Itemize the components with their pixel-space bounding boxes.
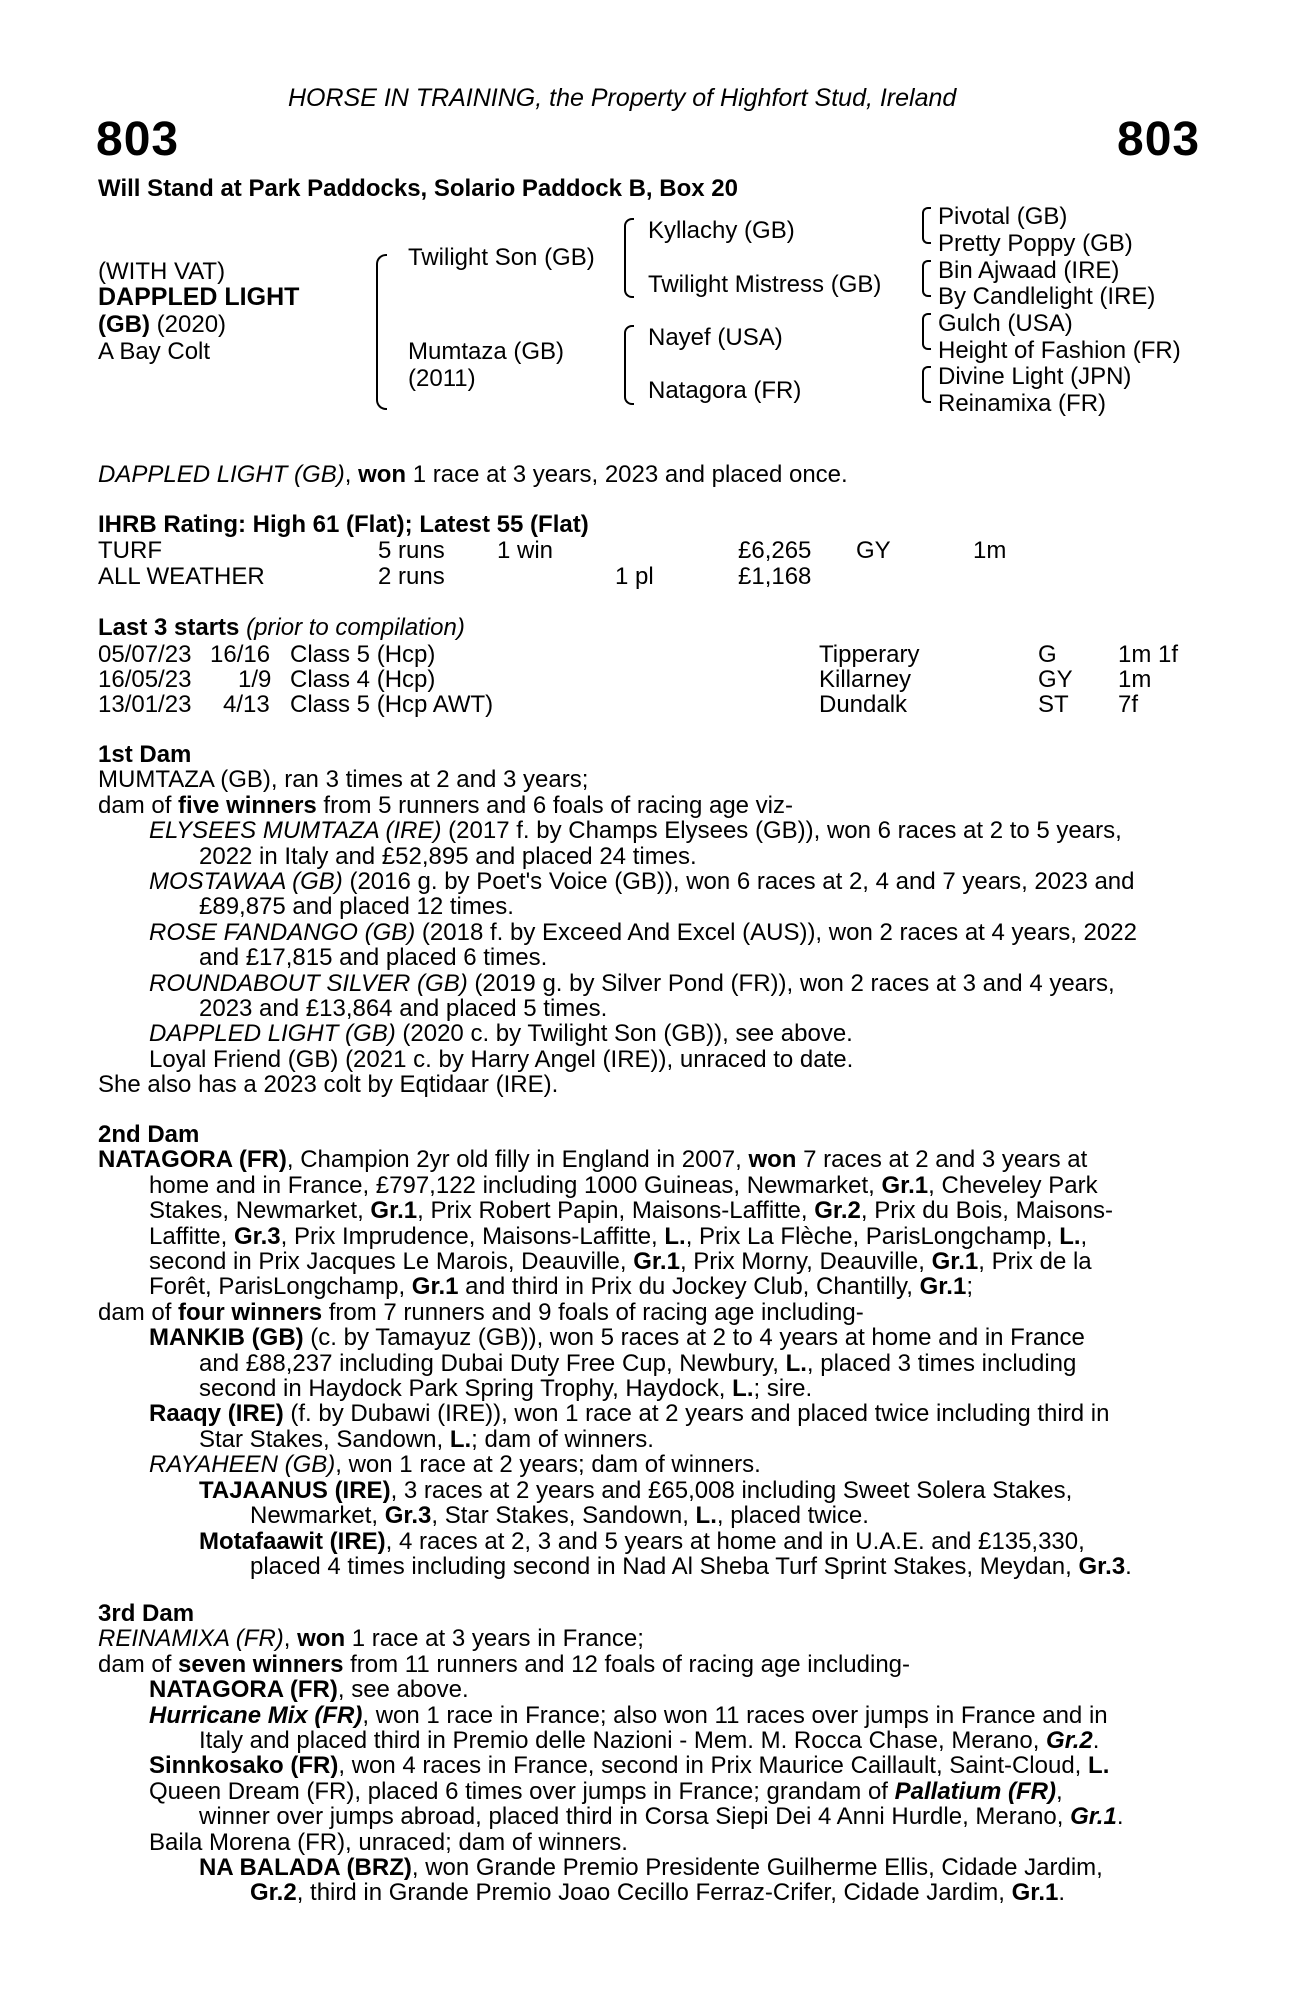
progeny-line — [98, 1325, 1132, 1350]
pedigree-brace-main — [376, 254, 387, 410]
start-going: GY — [1038, 666, 1073, 693]
progeny-line: 2023 and £13,864 and placed 5 times. — [199, 995, 608, 1023]
progeny-line — [98, 920, 1137, 945]
text-run: Gr.3 — [1078, 1552, 1126, 1580]
pedigree-brace-ds — [922, 313, 931, 350]
lot-number-left: 803 — [96, 113, 180, 166]
text-run: Star Stakes, Sandown, — [199, 1425, 450, 1453]
progeny-name: NA BALADA (BRZ) — [199, 1854, 412, 1882]
text-run: REINAMIXA (FR) — [98, 1625, 284, 1653]
second-dam-line — [98, 1224, 1132, 1249]
start-dist: 1m — [1118, 666, 1152, 693]
text-run: Gr.1 — [411, 1273, 459, 1301]
text-run: Gr.2 — [1046, 1727, 1093, 1755]
text-run: , Cheveley Park — [928, 1171, 1098, 1199]
sire: Twilight Son (GB) — [408, 244, 595, 271]
first-dam-section — [98, 742, 1137, 1098]
text-run: Gr.2 — [250, 1879, 297, 1907]
text-run: won — [748, 1146, 797, 1174]
last-starts-heading — [98, 615, 465, 640]
text-run: . — [1116, 1803, 1124, 1831]
gen3-7: Divine Light (JPN) — [938, 363, 1132, 390]
progeny-line — [98, 1427, 1132, 1452]
rating-row — [98, 537, 162, 565]
start-pos: 1/9 — [238, 666, 272, 693]
text-run: , 4 races at 2, 3 and 5 years at home and in U.A.E. and £135,330, — [385, 1527, 1085, 1555]
text-run: Forêt, ParisLongchamp, — [149, 1273, 412, 1301]
gen3-2: Pretty Poppy (GB) — [938, 230, 1133, 257]
horse-description: A Bay Colt — [98, 338, 211, 365]
second-dam-line — [98, 1198, 1132, 1223]
summary-won: won — [358, 461, 407, 488]
progeny-line — [98, 869, 1137, 894]
gen3-3: Bin Ajwaad (IRE) — [938, 257, 1120, 284]
text-run: , won 1 race at 2 years; dam of winners. — [335, 1451, 761, 1479]
start-race: Class 5 (Hcp) — [290, 641, 436, 668]
text-run: , see above. — [337, 1676, 469, 1704]
start-dist: 7f — [1118, 691, 1139, 718]
start-race: Class 5 (Hcp AWT) — [290, 691, 494, 718]
stand-location: Will Stand at Park Paddocks, Solario Paddock B, Box 20 — [98, 175, 738, 202]
text-run: dam of — [98, 1298, 179, 1326]
text-run: , — [1055, 1777, 1063, 1805]
text-run: won — [297, 1625, 346, 1653]
text-run: L. — [695, 1502, 717, 1530]
progeny-line — [98, 1452, 1132, 1477]
rating-runs: 5 runs — [378, 537, 445, 564]
dam-sire: Nayef (USA) — [648, 324, 783, 351]
progeny-line — [98, 1401, 1132, 1426]
start-race: Class 4 (Hcp) — [290, 666, 436, 693]
gen3-5: Gulch (USA) — [938, 310, 1073, 337]
dam-year: (2011) — [408, 365, 476, 392]
gen3-4: By Candlelight (IRE) — [938, 283, 1156, 310]
text-run: 1 race at 3 years in France; — [345, 1625, 644, 1653]
progeny-name: ELYSEES MUMTAZA (IRE) — [149, 817, 442, 845]
text-run: , Star Stakes, Sandown, — [431, 1502, 696, 1530]
summary-horse: DAPPLED LIGHT (GB) — [98, 461, 345, 488]
text-run: Gr.2 — [814, 1197, 861, 1225]
progeny-name: TAJAANUS (IRE) — [199, 1476, 391, 1504]
text-run: second in Haydock Park Spring Trophy, Haydock, — [199, 1375, 733, 1403]
text-run: seven winners — [178, 1650, 344, 1678]
progeny-line — [98, 1753, 1124, 1778]
text-run: and £88,237 including Dubai Duty Free Cup, Newbury, — [199, 1349, 786, 1377]
text-run: , 3 races at 2 years and £65,008 including Sweet Solera Stakes, — [390, 1476, 1073, 1504]
text-run: ; sire. — [753, 1375, 813, 1403]
text-run: Gr.3 — [384, 1502, 432, 1530]
rating-prize: £1,168 — [738, 563, 812, 590]
text-run: , won 4 races in France, second in Prix Maurice Caillault, Saint-Cloud, — [338, 1752, 1089, 1780]
horse-name: DAPPLED LIGHT — [98, 283, 300, 311]
horse-year: (2020) — [149, 311, 227, 338]
text-run: Gr.1 — [1070, 1803, 1117, 1831]
text-run: L. — [732, 1375, 754, 1403]
text-run: home and in France, £797,122 including 1000 Guineas, Newmarket, — [149, 1171, 882, 1199]
pedigree-brace-ss — [922, 207, 931, 244]
last-starts-note: (prior to compilation) — [239, 614, 465, 641]
progeny-line — [98, 1728, 1124, 1753]
text-run: Gr.1 — [633, 1248, 680, 1276]
first-dam-heading: 1st Dam — [98, 741, 192, 768]
text-run: , Prix de la — [978, 1248, 1092, 1276]
text-run: Stakes, Newmarket, — [149, 1197, 371, 1225]
progeny-line — [98, 971, 1137, 996]
second-dam-line — [98, 1300, 1132, 1325]
text-run: , won Grande Premio Presidente Guilherme Ellis, Cidade Jardim, — [411, 1854, 1103, 1882]
text-run: (2019 g. by Silver Pond (FR)), won 2 races at 3 and 4 years, — [467, 969, 1115, 997]
third-dam-section — [98, 1601, 1124, 1906]
pedigree-brace-sire — [624, 218, 634, 298]
text-run: . — [1125, 1552, 1132, 1580]
text-run: from 11 runners and 12 foals of racing age including- — [343, 1650, 911, 1678]
second-dam-heading: 2nd Dam — [98, 1121, 200, 1148]
gen3-8: Reinamixa (FR) — [938, 390, 1107, 417]
text-run: from 5 runners and 6 foals of racing age viz- — [316, 791, 794, 819]
progeny-line: Loyal Friend (GB) (2021 c. by Harry Angel (IRE)), unraced to date. — [149, 1045, 854, 1073]
text-run: , placed twice. — [716, 1502, 869, 1530]
grand-progeny-line — [98, 1554, 1132, 1579]
progeny-line — [98, 1351, 1132, 1376]
text-run: (c. by Tamayuz (GB)), won 5 races at 2 to 4 years at home and in France — [303, 1324, 1085, 1352]
progeny-line — [98, 1376, 1132, 1401]
gen3-1: Pivotal (GB) — [938, 203, 1068, 230]
first-dam-line — [98, 793, 1137, 818]
text-run: dam of — [98, 791, 179, 819]
vat-note: (WITH VAT) — [98, 258, 226, 285]
progeny-line: 2022 in Italy and £52,895 and placed 24 times. — [199, 842, 697, 870]
text-run: Gr.1 — [881, 1171, 929, 1199]
summary-comma: , — [344, 461, 359, 488]
sire-dam: Twilight Mistress (GB) — [648, 271, 882, 298]
start-course: Killarney — [819, 666, 912, 693]
grand-progeny-line — [98, 1880, 1124, 1905]
second-dam-line — [98, 1249, 1132, 1274]
dam: Mumtaza (GB) — [408, 338, 565, 365]
sire-sire: Kyllachy (GB) — [648, 217, 795, 244]
progeny-name: DAPPLED LIGHT (GB) — [149, 1020, 396, 1048]
text-run: L. — [664, 1222, 686, 1250]
text-run: Gr.1 — [931, 1248, 979, 1276]
progeny-name: NATAGORA (FR) — [149, 1676, 338, 1704]
text-run: ; — [966, 1273, 973, 1301]
pedigree-brace-dam — [624, 325, 634, 405]
start-course: Dundalk — [819, 691, 908, 718]
text-run: Pallatium (FR) — [894, 1777, 1056, 1805]
start-date: 05/07/23 — [98, 641, 192, 668]
horse-country: (GB) — [98, 311, 150, 338]
progeny-line — [98, 1703, 1124, 1728]
progeny-line — [98, 1779, 1124, 1804]
text-run: NATAGORA (FR) — [98, 1146, 287, 1174]
text-run: , Prix Morny, Deauville, — [679, 1248, 932, 1276]
progeny-name: MANKIB (GB) — [149, 1324, 304, 1352]
text-run: Gr.3 — [233, 1222, 281, 1250]
progeny-name: ROSE FANDANGO (GB) — [149, 918, 416, 946]
progeny-line — [98, 1677, 1124, 1702]
text-run: Laffitte, — [149, 1222, 234, 1250]
first-dam-line: MUMTAZA (GB), ran 3 times at 2 and 3 years; — [98, 766, 589, 794]
text-run: Queen Dream (FR), placed 6 times over jumps in France; grandam of — [149, 1777, 895, 1805]
second-dam-line — [98, 1173, 1132, 1198]
progeny-line: Baila Morena (FR), unraced; dam of winners. — [149, 1828, 628, 1856]
dam-dam: Natagora (FR) — [648, 377, 802, 404]
text-run: 7 races at 2 and 3 years at — [796, 1146, 1088, 1174]
text-run: Gr.1 — [919, 1273, 967, 1301]
text-run: second in Prix Jacques Le Marois, Deauville, — [149, 1248, 634, 1276]
text-run: placed 4 times including second in Nad Al Sheba Turf Sprint Stakes, Meydan, — [250, 1552, 1079, 1580]
text-run: . — [1058, 1879, 1066, 1907]
text-run: dam of — [98, 1650, 179, 1678]
second-dam-line — [98, 1274, 1132, 1299]
text-run: Newmarket, — [250, 1502, 385, 1530]
text-run: L. — [449, 1425, 472, 1453]
summary-rest: 1 race at 3 years, 2023 and placed once. — [406, 461, 848, 488]
second-dam-section — [98, 1122, 1132, 1579]
text-run: , Prix Robert Papin, Maisons-Laffitte, — [417, 1197, 815, 1225]
text-run: Italy and placed third in Premio delle Nazioni - Mem. M. Rocca Chase, Merano, — [199, 1727, 1047, 1755]
progeny-name: Raaqy (IRE) — [149, 1400, 284, 1428]
rating-wins: 1 win — [497, 537, 554, 564]
text-run: Gr.1 — [370, 1197, 418, 1225]
rating-runs: 2 runs — [378, 563, 445, 590]
rating-prize: £6,265 — [738, 537, 812, 564]
last-starts-title: Last 3 starts — [98, 614, 240, 641]
text-run: four winners — [178, 1298, 323, 1326]
race-summary — [98, 462, 848, 487]
text-run: from 7 runners and 9 foals of racing age including- — [322, 1298, 864, 1326]
grand-progeny-line — [98, 1478, 1132, 1503]
text-run: Gr.1 — [1011, 1879, 1059, 1907]
first-dam-line: She also has a 2023 colt by Eqtidaar (IRE). — [98, 1071, 559, 1099]
grand-progeny-line — [98, 1529, 1132, 1554]
gen3-6: Height of Fashion (FR) — [938, 337, 1181, 364]
rating-surface: TURF — [98, 537, 162, 564]
progeny-line — [98, 818, 1137, 843]
horse-country-year — [98, 312, 226, 337]
rating-heading: IHRB Rating: High 61 (Flat); Latest 55 (Flat) — [98, 511, 589, 538]
text-run: , Prix du Bois, Maisons- — [860, 1197, 1113, 1225]
grand-progeny-line — [98, 1503, 1132, 1528]
lot-number-right: 803 — [1117, 113, 1201, 166]
progeny-line — [98, 1804, 1124, 1829]
text-run: L. — [785, 1349, 807, 1377]
progeny-line: and £17,815 and placed 6 times. — [199, 944, 548, 972]
progeny-name: RAYAHEEN (GB) — [149, 1451, 336, 1479]
rating-going: GY — [856, 537, 891, 564]
second-dam-line — [98, 1147, 1132, 1172]
text-run: ; dam of winners. — [471, 1425, 654, 1453]
progeny-name: ROUNDABOUT SILVER (GB) — [149, 969, 468, 997]
progeny-name: Motafaawit (IRE) — [199, 1527, 386, 1555]
third-dam-heading: 3rd Dam — [98, 1600, 195, 1627]
text-run: , — [283, 1625, 298, 1653]
text-run: L. — [1059, 1222, 1081, 1250]
text-run: and third in Prix du Jockey Club, Chantilly, — [458, 1273, 920, 1301]
text-run: . — [1092, 1727, 1100, 1755]
pedigree-brace-dd — [922, 366, 931, 403]
page-header: HORSE IN TRAINING, the Property of Highfort Stud, Ireland — [288, 84, 957, 112]
start-dist: 1m 1f — [1118, 641, 1179, 668]
start-pos: 4/13 — [223, 691, 270, 718]
progeny-name: Sinnkosako (FR) — [149, 1752, 339, 1780]
text-run: , placed 3 times including — [806, 1349, 1077, 1377]
text-run: , — [1080, 1222, 1088, 1250]
start-pos: 16/16 — [210, 641, 271, 668]
progeny-line — [98, 1021, 1137, 1046]
start-going: ST — [1038, 691, 1069, 718]
text-run: five winners — [178, 791, 317, 819]
text-run: winner over jumps abroad, placed third in Corsa Siepi Dei 4 Anni Hurdle, Merano, — [199, 1803, 1071, 1831]
text-run: , Champion 2yr old filly in England in 2007, — [286, 1146, 749, 1174]
text-run: (2017 f. by Champs Elysees (GB)), won 6 races at 2 to 5 years, — [441, 817, 1122, 845]
text-run: L. — [1088, 1752, 1110, 1780]
start-course: Tipperary — [819, 641, 920, 668]
third-dam-line — [98, 1626, 1124, 1651]
progeny-name: MOSTAWAA (GB) — [149, 868, 343, 896]
progeny-line: £89,875 and placed 12 times. — [199, 893, 514, 921]
text-run: (2020 c. by Twilight Son (GB)), see above. — [395, 1020, 853, 1048]
third-dam-line — [98, 1652, 1124, 1677]
text-run: , Prix La Flèche, ParisLongchamp, — [685, 1222, 1060, 1250]
text-run: , third in Grande Premio Joao Cecillo Ferraz-Crifer, Cidade Jardim, — [296, 1879, 1012, 1907]
text-run: (2018 f. by Exceed And Excel (AUS)), won 2 races at 4 years, 2022 — [415, 918, 1137, 946]
pedigree-brace-sd — [922, 260, 931, 297]
start-date: 16/05/23 — [98, 666, 192, 693]
rating-row — [98, 563, 265, 591]
grand-progeny-line — [98, 1855, 1124, 1880]
progeny-name: Hurricane Mix (FR) — [149, 1701, 363, 1729]
text-run: , Prix Imprudence, Maisons-Laffitte, — [280, 1222, 665, 1250]
text-run: (f. by Dubawi (IRE)), won 1 race at 2 years and placed twice including third in — [283, 1400, 1110, 1428]
text-run: , won 1 race in France; also won 11 races over jumps in France and in — [362, 1701, 1108, 1729]
rating-places: 1 pl — [615, 563, 654, 590]
start-going: G — [1038, 641, 1057, 668]
text-run: (2016 g. by Poet's Voice (GB)), won 6 races at 2, 4 and 7 years, 2023 and — [342, 868, 1135, 896]
rating-dist: 1m — [973, 537, 1007, 564]
rating-surface: ALL WEATHER — [98, 563, 265, 590]
start-date: 13/01/23 — [98, 691, 192, 718]
